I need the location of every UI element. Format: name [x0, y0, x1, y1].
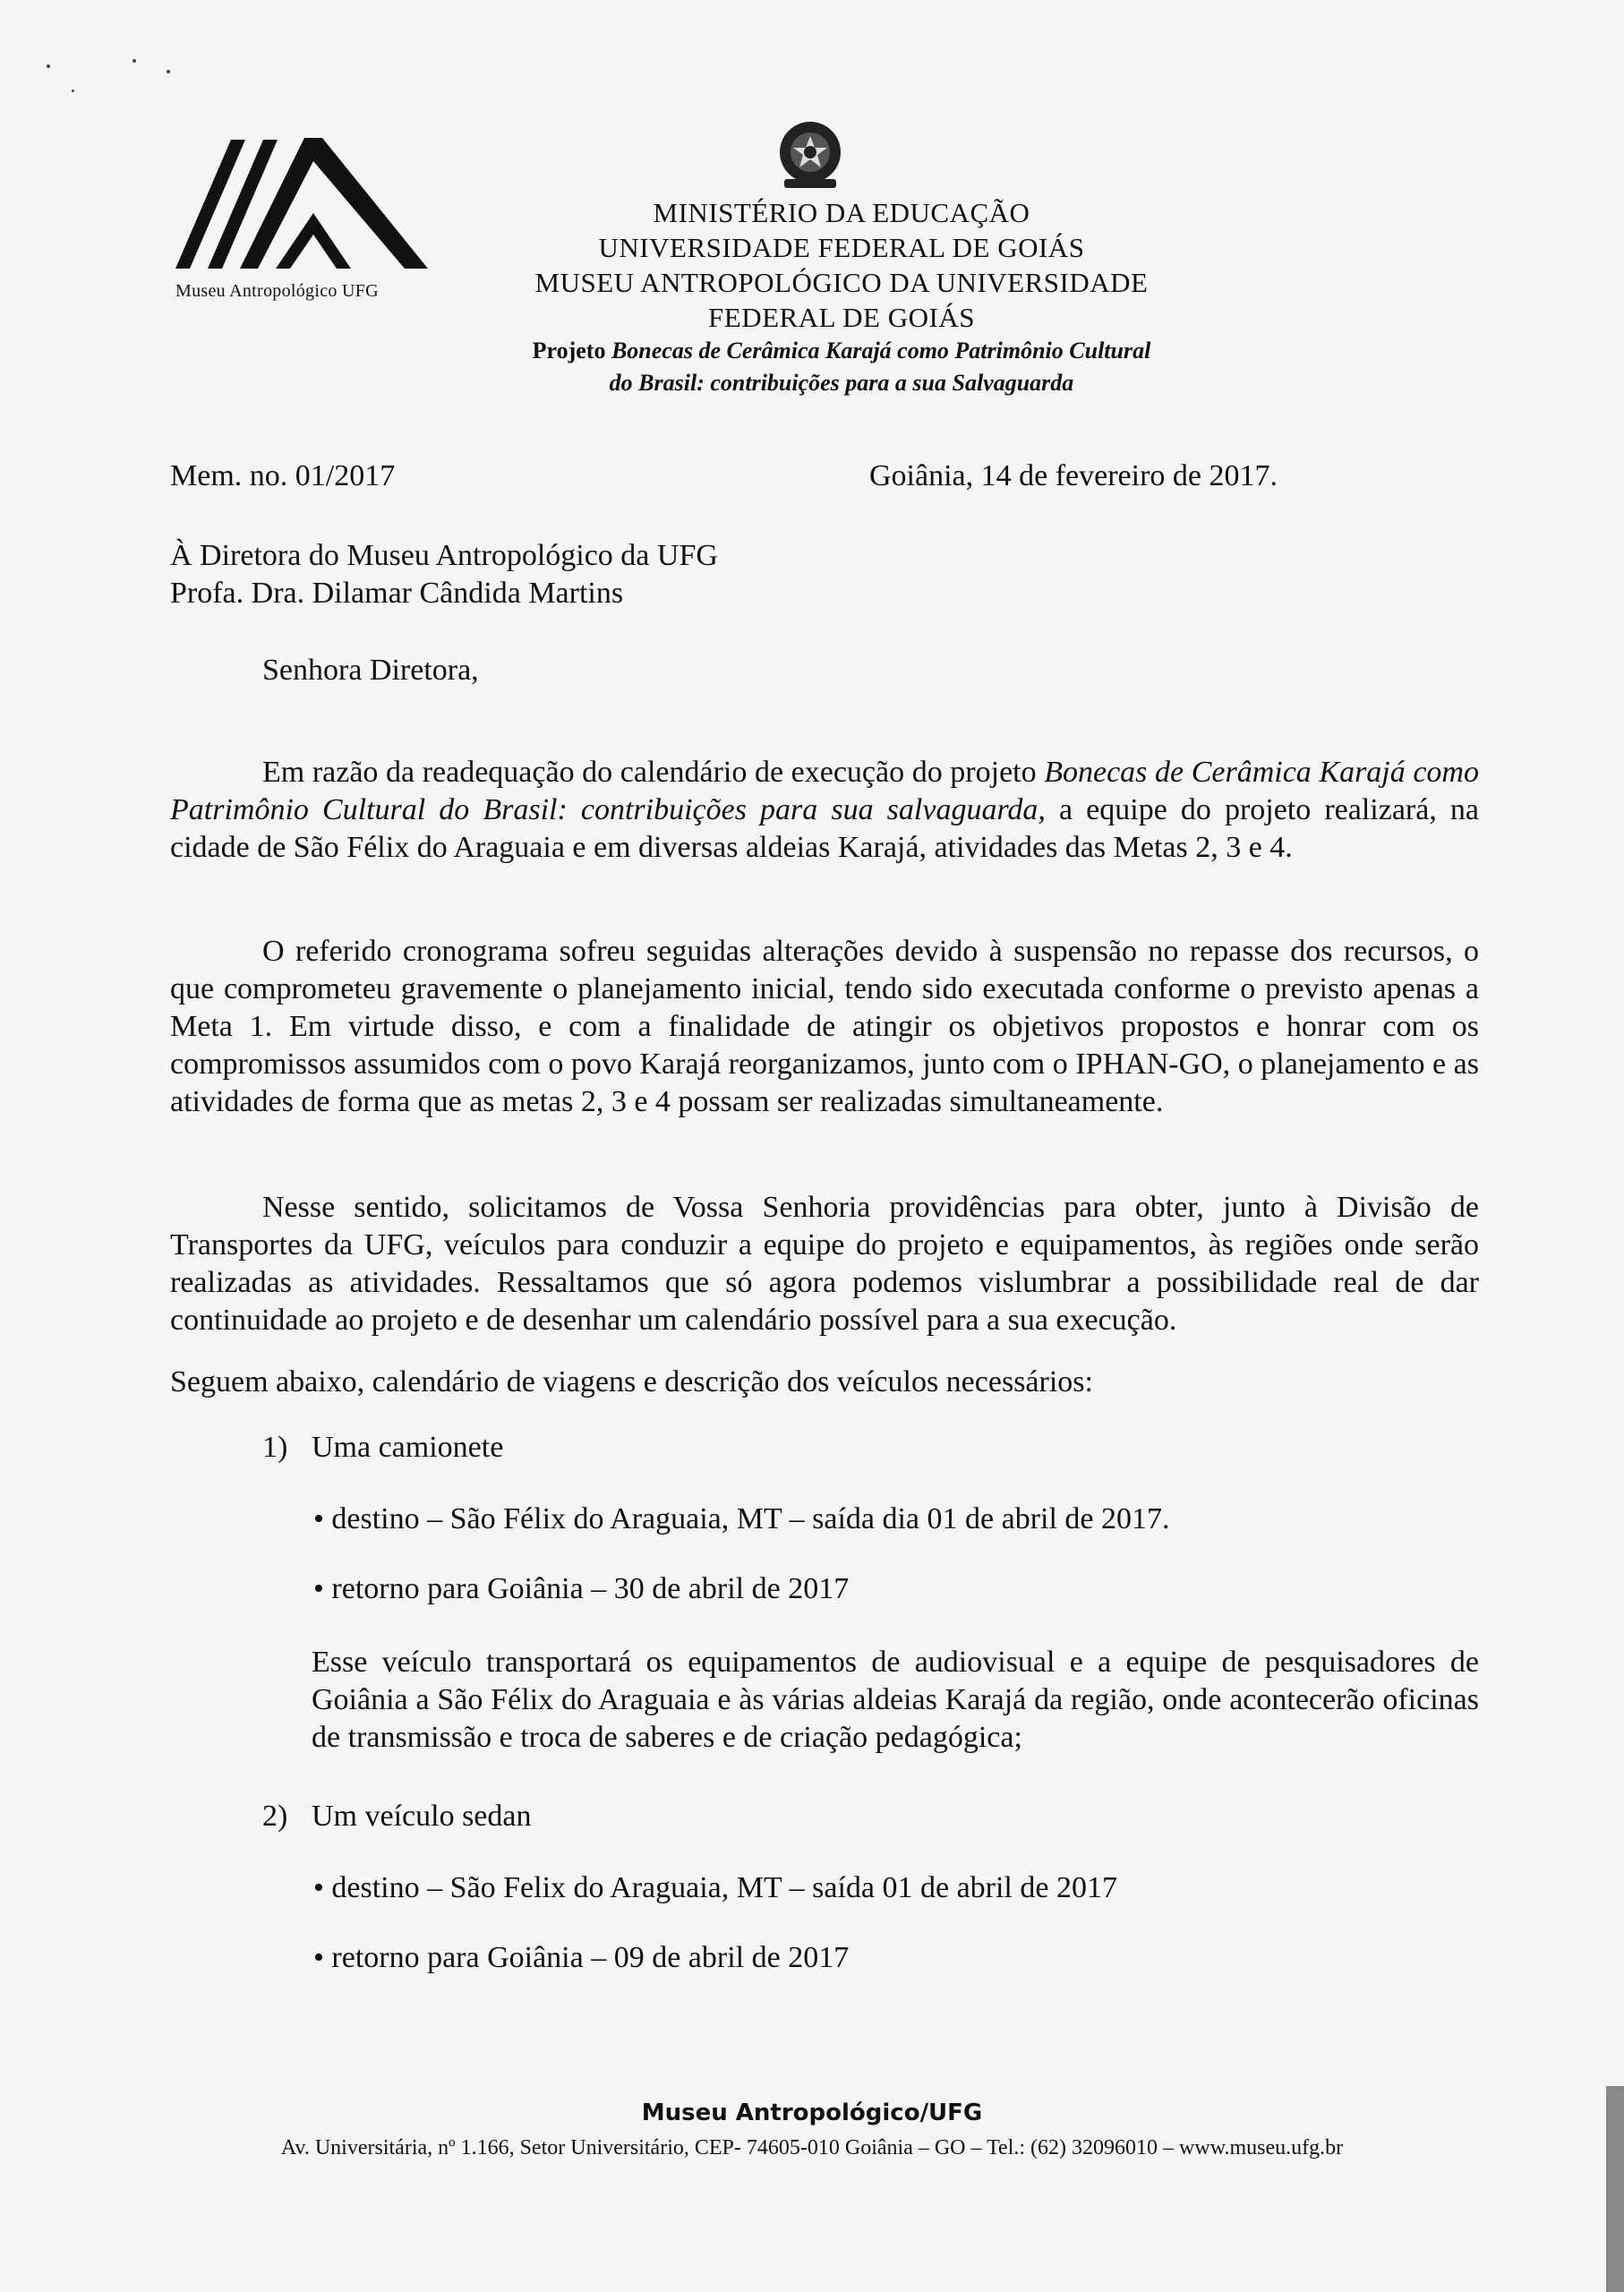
body-paragraph — [170, 754, 1479, 867]
list-item: • retorno para Goiânia – 09 de abril de 2017 — [313, 1941, 850, 1974]
footer-address: Av. Universitária, nº 1.166, Setor Universitário, CEP- 74605-010 Goiânia – GO – Tel.: (62) 32096010 – www.museu.ufg.br — [280, 2136, 1344, 2159]
museum-name-cont: FEDERAL DE GOIÁS — [708, 302, 975, 333]
item-number: 1) — [262, 1431, 288, 1464]
recipient-line: À Diretora do Museu Antropológico da UFG — [170, 539, 718, 572]
item-title: Uma camionete — [312, 1431, 504, 1464]
recipient-name: Profa. Dra. Dilamar Cândida Martins — [170, 577, 624, 610]
list-item: • destino – São Félix do Araguaia, MT – saída dia 01 de abril de 2017. — [313, 1502, 1170, 1535]
p1-start: Em razão da readequação do calendário de execução do projeto — [262, 756, 1045, 789]
memo-number: Mem. no. 01/2017 — [170, 459, 396, 492]
museum-logo-text: Museu Antropológico UFG — [175, 281, 379, 301]
project-prefix: Projeto — [532, 338, 611, 363]
list-item: • retorno para Goiânia – 30 de abril de 2017 — [313, 1572, 850, 1605]
list-intro: Seguem abaixo, calendário de viagens e descrição dos veículos necessários: — [170, 1365, 1093, 1398]
footer-title: Museu Antropológico/UFG — [641, 2100, 983, 2126]
project-title — [340, 335, 1343, 367]
salutation: Senhora Diretora, — [262, 654, 479, 687]
item-number: 2) — [262, 1800, 288, 1833]
scan-speck — [72, 90, 74, 92]
p1-end: a equipe do projeto realizará, na cidade de São Félix do Araguaia e em diversas aldeias Karajá, atividades das Metas 2, 3 e 4. — [170, 793, 1479, 864]
letterhead — [340, 195, 1343, 399]
list-item: • destino – São Felix do Araguaia, MT – saída 01 de abril de 2017 — [313, 1871, 1117, 1904]
scan-speck — [167, 70, 170, 73]
vehicle-item — [262, 1431, 503, 1465]
body-paragraph: Nesse sentido, solicitamos de Vossa Senhoria providências para obter, junto à Divisão de Transportes da UFG, veículos para conduzir a equipe do projeto e equipamentos, às regiões onde serão realizadas as atividades. Ressaltamos que só agora podemos vislumbrar a possibilidade real de dar continuidade ao projeto e de desenhar um calendário possível para a sua execução. — [170, 1191, 1479, 1337]
vehicle-description: Esse veículo transportará os equipamentos de audiovisual e a equipe de pesquisadores de Goiânia a São Félix do Araguaia e às várias aldeias Karajá da região, onde acontecerão oficinas de transmissão e troca de saberes e de criação pedagógica; — [312, 1646, 1479, 1754]
scan-speck — [132, 59, 136, 63]
project-title-line1: Bonecas de Cerâmica Karajá como Patrimônio Cultural — [611, 338, 1151, 363]
vehicle-item — [262, 1800, 532, 1834]
project-title-cont — [340, 367, 1343, 399]
university-name: UNIVERSIDADE FEDERAL DE GOIÁS — [598, 232, 1085, 263]
project-title-line2: do Brasil: contribuições para a sua Salvaguarda — [609, 370, 1074, 396]
project-name-italic: Bonecas de Cerâmica Karajá como Patrimônio Cultural do Brasil: contribuições para sua salvaguarda, — [170, 756, 1479, 826]
museum-name: MUSEU ANTROPOLÓGICO DA UNIVERSIDADE — [534, 267, 1149, 298]
scan-speck — [47, 64, 50, 68]
memo-date: Goiânia, 14 de fevereiro de 2017. — [869, 459, 1278, 492]
recipient — [170, 537, 718, 612]
body-paragraph: O referido cronograma sofreu seguidas alterações devido à suspensão no repasse dos recursos, o que comprometeu gravemente o planejamento inicial, tendo sido executada conforme o previsto apenas a Meta 1. Em virtude disso, e com a finalidade de atingir os objetivos propostos e honrar com os compromissos assumidos com o povo Karajá reorganizamos, junto com o IPHAN-GO, o planejamento e as atividades de forma que as metas 2, 3 e 4 possam ser realizadas simultaneamente. — [170, 935, 1479, 1118]
ministry-name: MINISTÉRIO DA EDUCAÇÃO — [653, 197, 1030, 228]
coat-of-arms-icon — [772, 116, 849, 193]
item-title: Um veículo sedan — [312, 1800, 532, 1833]
